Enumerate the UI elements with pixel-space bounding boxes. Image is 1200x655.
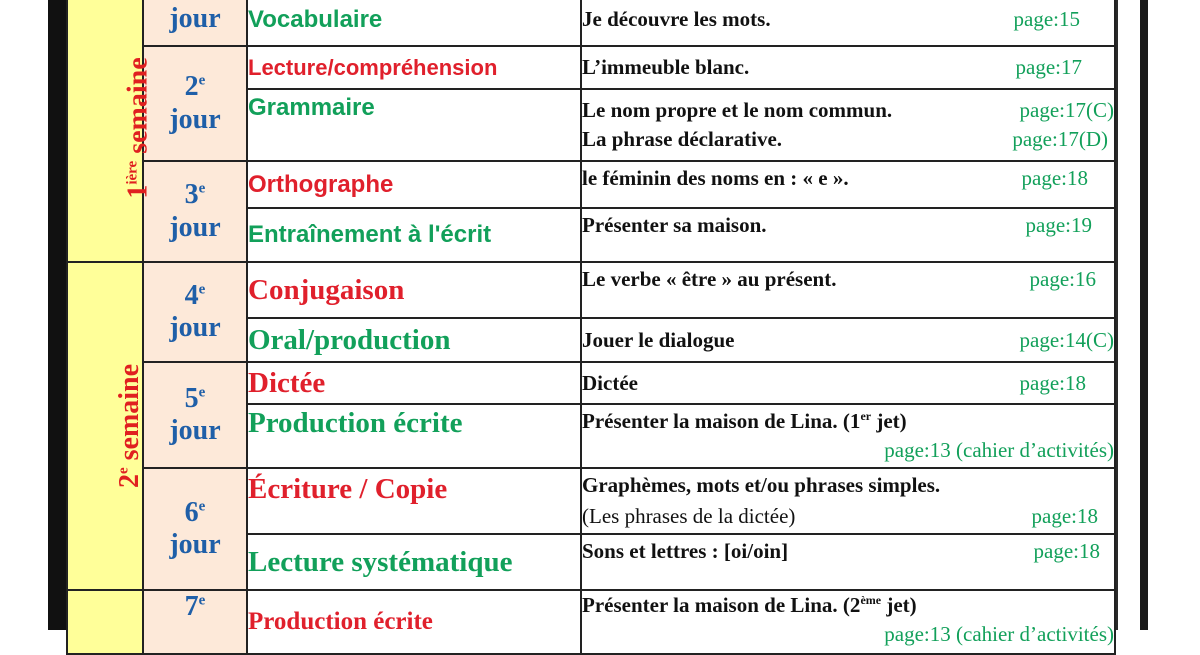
page-ref: page:13 (cahier d’activités)	[884, 622, 1114, 646]
content-cell	[581, 404, 1115, 468]
lesson-planning-table	[66, 0, 1116, 655]
content-text: Sons et lettres : [oi/oin]	[582, 539, 789, 563]
content-text: L’immeuble blanc.	[582, 55, 750, 79]
content-text: Jouer le dialogue	[582, 327, 735, 352]
content-cell	[581, 468, 1115, 534]
content-text: Graphèmes, mots et/ou phrases simples.	[582, 473, 941, 497]
table-row	[67, 468, 1115, 534]
subject-entrainement-ecrit: Entraînement à l'écrit	[248, 221, 492, 248]
right-border	[1116, 0, 1148, 630]
content-cell	[581, 208, 1115, 262]
content-text: Présenter la maison de Lina. (2ème jet)	[582, 593, 917, 617]
table-row	[67, 590, 1115, 654]
day-5-cell: 5e jour	[143, 362, 247, 468]
page-ref: page:18	[1019, 370, 1086, 395]
content-text: Présenter la maison de Lina. (1er jet)	[582, 409, 907, 433]
page-ref: page:19	[1025, 213, 1092, 237]
page-ref: page:17	[1015, 55, 1082, 79]
page-ref: page:18	[1031, 504, 1098, 528]
left-border	[48, 0, 66, 630]
day-6-cell: 6e jour	[143, 468, 247, 590]
subject-oral-production: Oral/production	[248, 323, 451, 356]
subject-cell	[247, 590, 581, 654]
content-cell	[581, 534, 1115, 590]
content-cell	[581, 0, 1115, 46]
content-cell	[581, 262, 1115, 318]
subject-production-ecrite-2: Production écrite	[248, 608, 433, 635]
subject-production-ecrite: Production écrite	[248, 407, 463, 439]
day-1-cell	[143, 0, 247, 46]
subject-grammaire: Grammaire	[248, 94, 375, 121]
week-1-label: $1^{ière}$ semaine	[122, 56, 154, 199]
content-text: La phrase déclarative.	[582, 127, 783, 151]
content-text: le féminin des noms en : « e ».	[582, 166, 849, 190]
week-1-cell	[67, 0, 154, 262]
content-text: Le verbe « être » au présent.	[582, 267, 837, 291]
subject-lecture-comprehension: Lecture/compréhension	[248, 54, 498, 80]
day-1-label: jour	[169, 3, 221, 35]
subject-cell	[247, 208, 581, 262]
content-text: Le nom propre et le nom commun.	[582, 98, 893, 122]
subject-dictee: Dictée	[248, 366, 326, 399]
content-cell	[581, 46, 1115, 89]
subject-cell	[247, 0, 581, 46]
day-7-cell: 7e	[143, 590, 247, 654]
subject-orthographe: Orthographe	[248, 170, 394, 198]
day-4-cell: 4e jour	[143, 262, 247, 362]
content-text: Je découvre les mots.	[582, 7, 771, 31]
content-cell	[581, 161, 1115, 208]
subject-cell	[247, 318, 581, 362]
page-ref: page:16	[1029, 267, 1096, 291]
table-row	[67, 262, 1115, 318]
subject-cell	[247, 468, 581, 534]
subject-cell	[247, 362, 581, 404]
day-2-cell: 2e jour	[143, 46, 247, 161]
subject-cell	[247, 534, 581, 590]
day-3-cell: 3e jour	[143, 161, 247, 262]
table-row	[67, 46, 1115, 89]
content-cell	[581, 590, 1115, 654]
content-text: Dictée	[582, 370, 638, 395]
content-cell	[581, 89, 1115, 161]
week-2-label: 2e semaine	[114, 363, 146, 489]
table-row	[67, 362, 1115, 404]
subject-cell	[247, 262, 581, 318]
content-text: (Les phrases de la dictée)	[582, 504, 796, 528]
subject-cell	[247, 89, 581, 161]
content-cell	[581, 318, 1115, 362]
page-ref: page:15	[1013, 7, 1080, 31]
content-text: Présenter sa maison.	[582, 213, 767, 237]
page-ref: page:14(C)	[1019, 327, 1114, 352]
page-ref: page:17(C)	[1019, 98, 1114, 122]
subject-vocabulaire: Vocabulaire	[248, 5, 383, 33]
content-cell	[581, 362, 1115, 404]
page-ref: page:13 (cahier d’activités)	[884, 438, 1114, 462]
subject-conjugaison: Conjugaison	[248, 273, 405, 306]
page-ref: page:18	[1021, 166, 1088, 190]
table-row	[67, 0, 1115, 46]
subject-cell	[247, 46, 581, 89]
subject-ecriture-copie: Écriture / Copie	[248, 473, 448, 505]
table-row	[67, 161, 1115, 208]
week-3-cell	[67, 590, 143, 654]
subject-lecture-systematique: Lecture systématique	[248, 545, 513, 578]
subject-cell	[247, 161, 581, 208]
page-ref: page:18	[1033, 539, 1100, 563]
week-2-cell	[67, 262, 146, 590]
subject-cell	[247, 404, 581, 468]
page-ref: page:17(D)	[1012, 127, 1108, 151]
